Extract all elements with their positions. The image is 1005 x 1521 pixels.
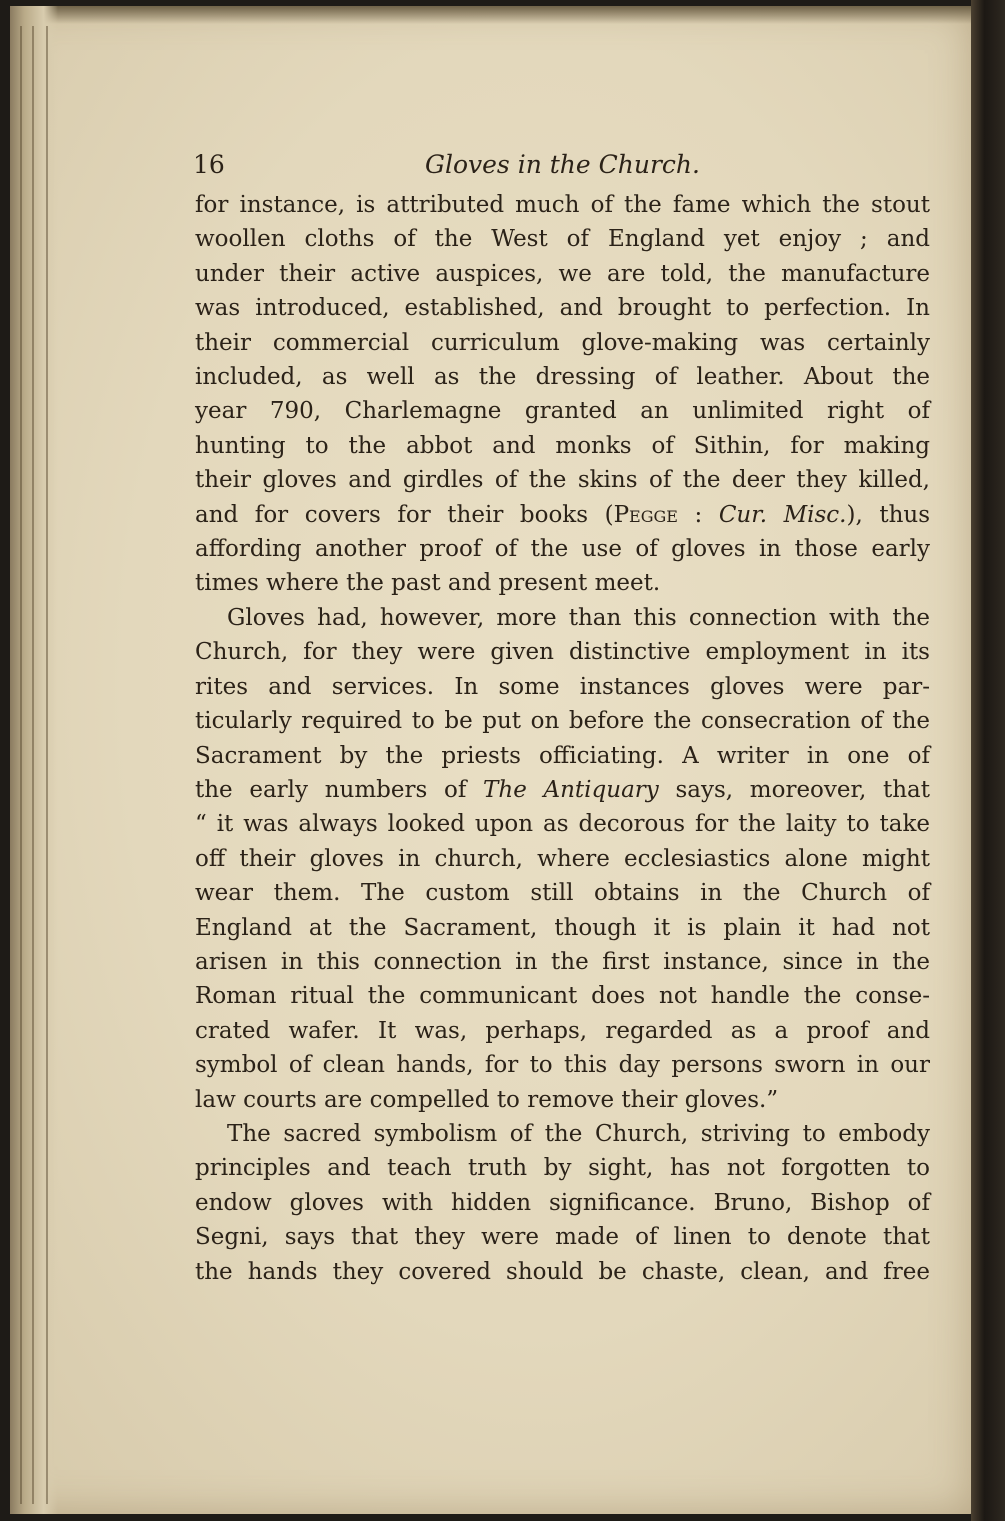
text-line: under their active auspices, we are told, the manufacture (195, 260, 930, 287)
text-line: the hands they covered should be chaste, clean, and free (195, 1258, 930, 1285)
text-line: Gloves had, however, more than this connection with the (227, 604, 930, 631)
text-line: year 790, Charlemagne granted an unlimited right of (195, 398, 930, 425)
text-line: endow gloves with hidden significance. Bruno, Bishop of (195, 1189, 930, 1216)
text-line: ticularly required to be put on before the consecration of the (195, 708, 930, 735)
text-line: times where the past and present meet. (195, 570, 661, 597)
running-header (185, 140, 945, 188)
text-run: ), thus (846, 501, 930, 528)
text-line: for instance, is attributed much of the fame which the stout (195, 192, 930, 218)
text-line: England at the Sacrament, though it is plain it had not (195, 914, 930, 941)
text-line: crated wafer. It was, perhaps, regarded as a proof and (195, 1017, 930, 1044)
text-line (185, 773, 930, 807)
citation-title: Cur. Misc. (718, 501, 847, 528)
text-line: rites and services. In some instances gloves were par- (195, 673, 930, 700)
text-run: the early numbers of (195, 776, 484, 803)
text-line: wear them. The custom still obtains in the Church of (195, 880, 930, 907)
text-run: says, moreover, that (658, 776, 930, 803)
page-number: 16 (193, 150, 225, 179)
text-line: The sacred symbolism of the Church, striving to embody (227, 1120, 930, 1147)
text-line: principles and teach truth by sight, has not forgotten to (195, 1155, 930, 1182)
paragraph-3 (185, 1117, 945, 1289)
text-line: their commercial curriculum glove-making was certainly (195, 329, 930, 356)
text-line: their gloves and girdles of the skins of the deer they killed, (195, 467, 930, 494)
running-title: Gloves in the Church. (425, 150, 700, 179)
binding-edge (971, 0, 1005, 1521)
text-line: arisen in this connection in the first instance, since in the (195, 948, 930, 975)
text-line: Roman ritual the communicant does not handle the conse- (195, 983, 930, 1010)
text-line: law courts are compelled to remove their gloves.” (195, 1086, 779, 1113)
citation-author: Pegge (613, 501, 678, 528)
gutter-line (46, 26, 48, 1504)
gutter-line (20, 26, 22, 1504)
journal-title: The Antiquary (483, 776, 659, 803)
gutter-line (32, 26, 34, 1504)
text-line: symbol of clean hands, for to this day persons sworn in our (195, 1052, 930, 1079)
text-line: was introduced, established, and brought to perfection. In (195, 295, 930, 322)
text-run: and for covers for their books ( (195, 501, 614, 528)
text-line: affording another proof of the use of gloves in those early (195, 536, 930, 563)
text-line: Sacrament by the priests officiating. A writer in one of (195, 742, 930, 769)
text-line: Segni, says that they were made of linen to denote that (195, 1224, 930, 1251)
text-line: woollen cloths of the West of England yet enjoy ; and (195, 226, 930, 253)
text-run: : (677, 501, 719, 528)
text-line: hunting to the abbot and monks of Sithin, for making (195, 432, 930, 459)
text-line: included, as well as the dressing of leather. About the (195, 364, 930, 391)
page-gutter (10, 6, 58, 1514)
text-line: “ it was always looked upon as decorous for the laity to take (195, 811, 930, 838)
text-line: Church, for they were given distinctive employment in its (195, 639, 930, 666)
paragraph-2 (185, 601, 945, 1117)
text-block (185, 140, 945, 1289)
text-line (185, 498, 930, 532)
paragraph-1 (185, 188, 945, 601)
page-top-edge (10, 6, 972, 24)
text-line: off their gloves in church, where ecclesiastics alone might (195, 845, 930, 872)
